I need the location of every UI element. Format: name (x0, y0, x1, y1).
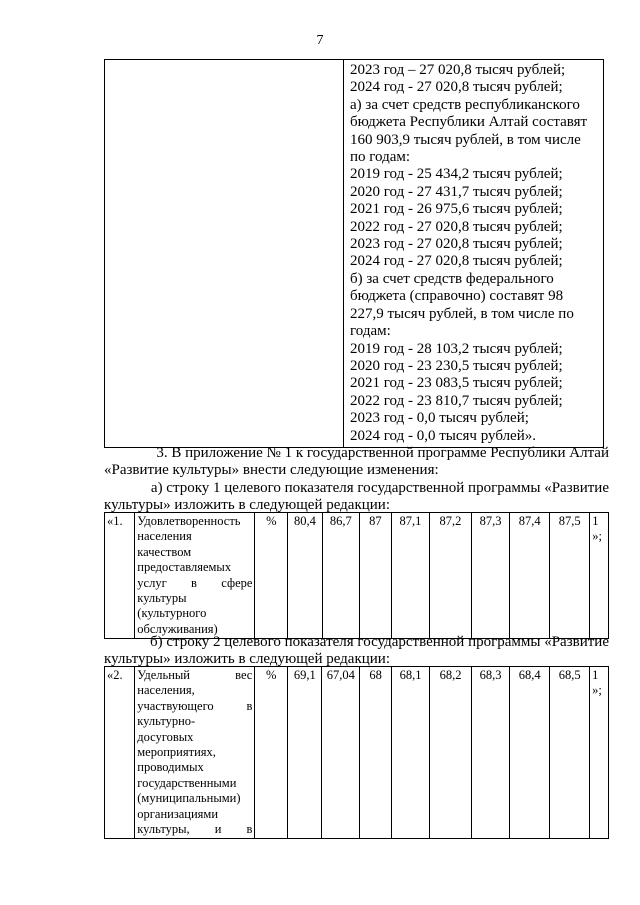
desc-line: предоставляемых (137, 560, 232, 575)
tail-cell (590, 513, 609, 639)
item-b-paragraph (104, 634, 609, 668)
budget-line: 2022 год - 23 810,7 тысяч рублей; (350, 392, 563, 409)
page-number: 7 (316, 33, 324, 48)
desc-line: культурно- (137, 714, 196, 729)
item-b-line1: б) строку 2 целевого показателя государственной программы «Развитие (149, 634, 609, 650)
desc-line: участвующего в (137, 698, 253, 713)
tail-value: 1 (592, 514, 599, 528)
desc-line: (муниципальными) (137, 791, 241, 806)
value-2020: 86,7 (322, 513, 359, 639)
desc-line: населения (137, 529, 192, 544)
desc-line: мероприятиях, (137, 745, 216, 760)
budget-line: 2023 год – 27 020,8 тысяч рублей; (350, 62, 566, 78)
desc-line: (культурного (137, 606, 207, 621)
budget-line: по годам: (350, 149, 411, 166)
desc-line: услуг в сфере (137, 575, 253, 590)
budget-label-cell (105, 60, 344, 448)
budget-line: а) за счет средств республиканского (350, 96, 580, 113)
unit: % (255, 667, 288, 839)
desc-line: Удовлетворенность (137, 514, 241, 528)
desc-line: культуры, и в (137, 822, 253, 837)
value-2019: 69,1 (288, 667, 322, 839)
budget-line: 2020 год - 27 431,7 тысяч рублей; (350, 183, 563, 200)
budget-line: 2023 год - 0,0 тысяч рублей; (350, 410, 529, 427)
value-2023: 87,2 (430, 513, 472, 639)
budget-line: бюджета Республики Алтай составят (350, 114, 588, 131)
budget-line: 2023 год - 27 020,8 тысяч рублей; (350, 236, 563, 253)
budget-line: б) за счет средств федерального (350, 270, 554, 287)
row-number: «2. (105, 667, 135, 839)
desc-line: обслуживания) (137, 621, 218, 636)
desc-line: качеством (137, 544, 192, 559)
value-2023: 68,2 (430, 667, 472, 839)
tail-value: 1 (592, 668, 599, 682)
budget-line: 2021 год - 26 975,6 тысяч рублей; (350, 201, 563, 218)
value-2026: 87,5 (550, 513, 590, 639)
indicator-description (135, 667, 255, 839)
item-a-paragraph (104, 480, 609, 514)
budget-line: 2021 год - 23 083,5 тысяч рублей; (350, 375, 563, 392)
desc-line: государственными (137, 775, 237, 790)
value-2024: 87,3 (471, 513, 509, 639)
tail-cell (590, 667, 609, 839)
budget-line: годам: (350, 323, 391, 340)
unit: % (255, 513, 288, 639)
item-b-line2: культуры» изложить в следующей редакции: (104, 651, 391, 667)
item-3-line2: «Развитие культуры» внести следующие изменения: (104, 462, 439, 478)
desc-line: Удельный вес (137, 668, 253, 682)
indicator-1-table (104, 512, 609, 639)
item-a-line2: культуры» изложить в следующей редакции: (104, 497, 391, 513)
desc-line: организациями (137, 806, 219, 821)
item-3-line1: 3. В приложение № 1 к государственной программе Республики Алтай (156, 445, 609, 461)
indicator-row (105, 667, 609, 839)
budget-table (104, 59, 604, 448)
value-2026: 68,5 (550, 667, 590, 839)
tail-closing: »; (592, 529, 602, 543)
budget-line: 2022 год - 27 020,8 тысяч рублей; (350, 218, 563, 235)
desc-line: проводимых (137, 760, 204, 775)
value-2020: 67,04 (322, 667, 360, 839)
budget-line: 2024 год - 27 020,8 тысяч рублей; (350, 79, 563, 96)
value-2022: 68,1 (392, 667, 430, 839)
value-2021: 68 (360, 667, 392, 839)
budget-value-cell (344, 60, 604, 448)
value-2022: 87,1 (391, 513, 429, 639)
row-number: «1. (105, 513, 135, 639)
value-2019: 80,4 (288, 513, 322, 639)
value-2025: 68,4 (510, 667, 550, 839)
value-2025: 87,4 (510, 513, 550, 639)
item-3-paragraph (104, 445, 609, 479)
desc-line: культуры (137, 591, 187, 606)
desc-line: населения, (137, 683, 195, 698)
budget-line: 2020 год - 23 230,5 тысяч рублей; (350, 357, 563, 374)
budget-line: 2024 год - 0,0 тысяч рублей». (350, 427, 536, 444)
value-2024: 68,3 (472, 667, 510, 839)
indicator-2-table (104, 666, 609, 839)
budget-line: 2019 год - 25 434,2 тысяч рублей; (350, 166, 563, 183)
indicator-row (105, 513, 609, 639)
budget-line: бюджета (справочно) составят 98 (350, 288, 564, 305)
budget-line: 227,9 тысяч рублей, в том числе по (350, 305, 574, 322)
indicator-description (135, 513, 255, 639)
budget-line: 160 903,9 тысяч рублей, в том числе (350, 131, 581, 148)
desc-line: досуговых (137, 729, 194, 744)
budget-line: 2024 год - 27 020,8 тысяч рублей; (350, 253, 563, 270)
budget-line: 2019 год - 28 103,2 тысяч рублей; (350, 340, 563, 357)
item-a-line1: а) строку 1 целевого показателя государственной программы «Развитие (150, 480, 609, 496)
value-2021: 87 (359, 513, 391, 639)
tail-closing: »; (592, 683, 602, 697)
